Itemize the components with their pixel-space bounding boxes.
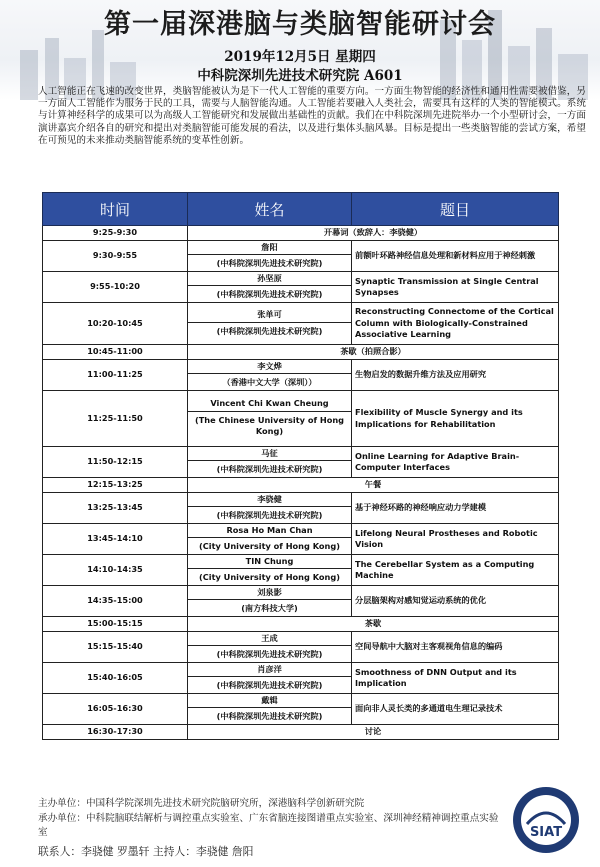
topic-cell: 生物启发的数据升维方法及应用研究	[352, 360, 559, 391]
topic-cell: Online Learning for Adaptive Brain-Computer Interfaces	[352, 447, 559, 478]
footer	[38, 797, 508, 859]
speaker-name: 孙坚原	[188, 273, 351, 287]
table-row	[43, 447, 559, 478]
speaker-cell	[188, 555, 352, 586]
table-row	[43, 360, 559, 391]
table-row	[43, 303, 559, 345]
speaker-affiliation: (中科院深圳先进技术研究院)	[216, 325, 323, 336]
speaker-cell	[188, 303, 352, 345]
speaker-name: Vincent Chi Kwan Cheung	[188, 398, 351, 412]
table-header-row	[43, 193, 559, 226]
speaker-cell	[188, 663, 352, 694]
header-topic: 题目	[352, 193, 559, 226]
speaker-name: 刘泉影	[188, 587, 351, 601]
table-row	[43, 617, 559, 632]
table-row	[43, 524, 559, 555]
topic-cell: 分层脑架构对感知觉运动系统的优化	[352, 586, 559, 617]
event-venue: 中科院深圳先进技术研究院 A601	[197, 68, 403, 84]
topic-cell: Reconstructing Connectome of the Cortical Column with Biologically-Constrained Associative Learning	[352, 303, 559, 345]
speaker-affiliation: (City University of Hong Kong)	[199, 541, 340, 551]
speaker-cell	[188, 632, 352, 663]
speaker-affiliation: (中科院深圳先进技术研究院)	[216, 258, 323, 268]
time-cell: 11:00-11:25	[43, 360, 188, 391]
table-row	[43, 345, 559, 360]
speaker-cell	[188, 493, 352, 524]
header-name: 姓名	[188, 193, 352, 226]
time-cell: 13:25-13:45	[43, 493, 188, 524]
topic-cell: 基于神经环路的神经响应动力学建模	[352, 493, 559, 524]
speaker-cell	[188, 447, 352, 478]
time-cell: 11:25-11:50	[43, 391, 188, 447]
session-cell: 开幕词（致辞人：李骁健）	[188, 226, 559, 241]
speaker-affiliation: (中科院深圳先进技术研究院)	[216, 680, 323, 690]
topic-cell: Lifelong Neural Prostheses and Robotic Vision	[352, 524, 559, 555]
topic-cell: 面向非人灵长类的多通道电生理记录技术	[352, 694, 559, 725]
speaker-affiliation: （香港中文大学（深圳））	[222, 377, 317, 387]
topic-cell: 空间导航中大脑对主客观视角信息的编码	[352, 632, 559, 663]
speaker-name: 王成	[188, 633, 351, 647]
table-row	[43, 241, 559, 272]
time-cell: 12:15-13:25	[43, 478, 188, 493]
time-cell: 9:55-10:20	[43, 272, 188, 303]
time-cell: 10:20-10:45	[43, 303, 188, 345]
speaker-affiliation: (中科院深圳先进技术研究院)	[216, 464, 323, 474]
table-row	[43, 272, 559, 303]
session-cell: 午餐	[188, 478, 559, 493]
speaker-name: 肖彦洋	[188, 664, 351, 678]
table-row	[43, 555, 559, 586]
session-cell: 讨论	[188, 725, 559, 740]
intro-paragraph: 人工智能正在飞速的改变世界，类脑智能被认为是下一代人工智能的重要方向。一方面生物智能的经济性和通用性需要被借鉴，另一方面人工智能作为服务于民的工具，需要与人脑智能沟通。人工智能若要融入人类社会，需要具有这样的人类的智能模式。系统与计算神经科学的成果可以为高级人工智能研究和发展做出基础性的贡献。我们在中科院深圳先进院举办一个小型研讨会，一方面演讲嘉宾介绍各自的研究和提出对类脑智能可能发展的看法，以及进行集体头脑风暴。目标是提出一些类脑智能的尝试方案，希望在可预见的未来推动类脑智能系统的变革性创新。	[38, 86, 586, 146]
time-cell: 15:00-15:15	[43, 617, 188, 632]
speaker-cell	[188, 694, 352, 725]
speaker-affiliation: (The Chinese University of Hong Kong)	[194, 414, 345, 437]
speaker-cell	[188, 360, 352, 391]
speaker-name: 张单可	[188, 309, 351, 323]
speaker-cell	[188, 241, 352, 272]
time-cell: 14:10-14:35	[43, 555, 188, 586]
table-row	[43, 478, 559, 493]
speaker-cell	[188, 586, 352, 617]
session-cell: 茶歇（拍照合影）	[188, 345, 559, 360]
speaker-name: 李文烨	[188, 361, 351, 375]
speaker-name: Rosa Ho Man Chan	[188, 525, 351, 539]
time-cell: 14:35-15:00	[43, 586, 188, 617]
time-cell: 16:05-16:30	[43, 694, 188, 725]
speaker-name: 戴辑	[188, 695, 351, 709]
table-row	[43, 663, 559, 694]
speaker-affiliation: (中科院深圳先进技术研究院)	[216, 711, 323, 721]
table-row	[43, 586, 559, 617]
session-cell: 茶歇	[188, 617, 559, 632]
speaker-cell	[188, 391, 352, 447]
time-cell: 16:30-17:30	[43, 725, 188, 740]
logo-text: SIAT	[529, 825, 563, 840]
speaker-affiliation: (南方科技大学)	[241, 603, 298, 613]
time-cell: 13:45-14:10	[43, 524, 188, 555]
time-cell: 15:15-15:40	[43, 632, 188, 663]
speaker-affiliation: (中科院深圳先进技术研究院)	[216, 649, 323, 659]
table-row	[43, 226, 559, 241]
speaker-name: 马征	[188, 448, 351, 462]
topic-cell: Flexibility of Muscle Synergy and its Implications for Rehabilitation	[352, 391, 559, 447]
topic-cell: Synaptic Transmission at Single Central Synapses	[352, 272, 559, 303]
speaker-affiliation: (City University of Hong Kong)	[199, 572, 340, 582]
speaker-cell	[188, 272, 352, 303]
table-row	[43, 632, 559, 663]
speaker-cell	[188, 524, 352, 555]
page-title: 第一届深港脑与类脑智能研讨会	[104, 9, 496, 40]
siat-logo	[511, 784, 581, 862]
topic-cell: The Cerebellar System as a Computing Machine	[352, 555, 559, 586]
time-cell: 11:50-12:15	[43, 447, 188, 478]
speaker-affiliation: (中科院深圳先进技术研究院)	[216, 510, 323, 520]
speaker-name: TIN Chung	[188, 556, 351, 570]
table-row	[43, 694, 559, 725]
time-cell: 10:45-11:00	[43, 345, 188, 360]
table-row	[43, 391, 559, 447]
table-row	[43, 725, 559, 740]
topic-cell: 前额叶环路神经信息处理和新材料应用于神经刺激	[352, 241, 559, 272]
speaker-name: 李骁健	[188, 494, 351, 508]
schedule-body	[43, 226, 559, 740]
organizer-line: 主办单位：中国科学院深圳先进技术研究院脑研究所，深港脑科学创新研究院	[38, 798, 365, 809]
table-row	[43, 493, 559, 524]
schedule-table	[42, 192, 559, 740]
header-time: 时间	[43, 193, 188, 226]
contact-line: 联系人：李骁健 罗墨轩 主持人：李骁健 詹阳	[38, 844, 254, 858]
speaker-affiliation: (中科院深圳先进技术研究院)	[216, 289, 323, 299]
event-date: 2019年12月5日 星期四	[224, 49, 376, 65]
speaker-name: 詹阳	[188, 242, 351, 256]
time-cell: 9:30-9:55	[43, 241, 188, 272]
time-cell: 9:25-9:30	[43, 226, 188, 241]
coorganizer-line: 承办单位：中科院脑联结解析与调控重点实验室、广东省脑连接图谱重点实验室、深圳神经精神调控重点实验室	[38, 812, 499, 838]
time-cell: 15:40-16:05	[43, 663, 188, 694]
topic-cell: Smoothness of DNN Output and its Implication	[352, 663, 559, 694]
